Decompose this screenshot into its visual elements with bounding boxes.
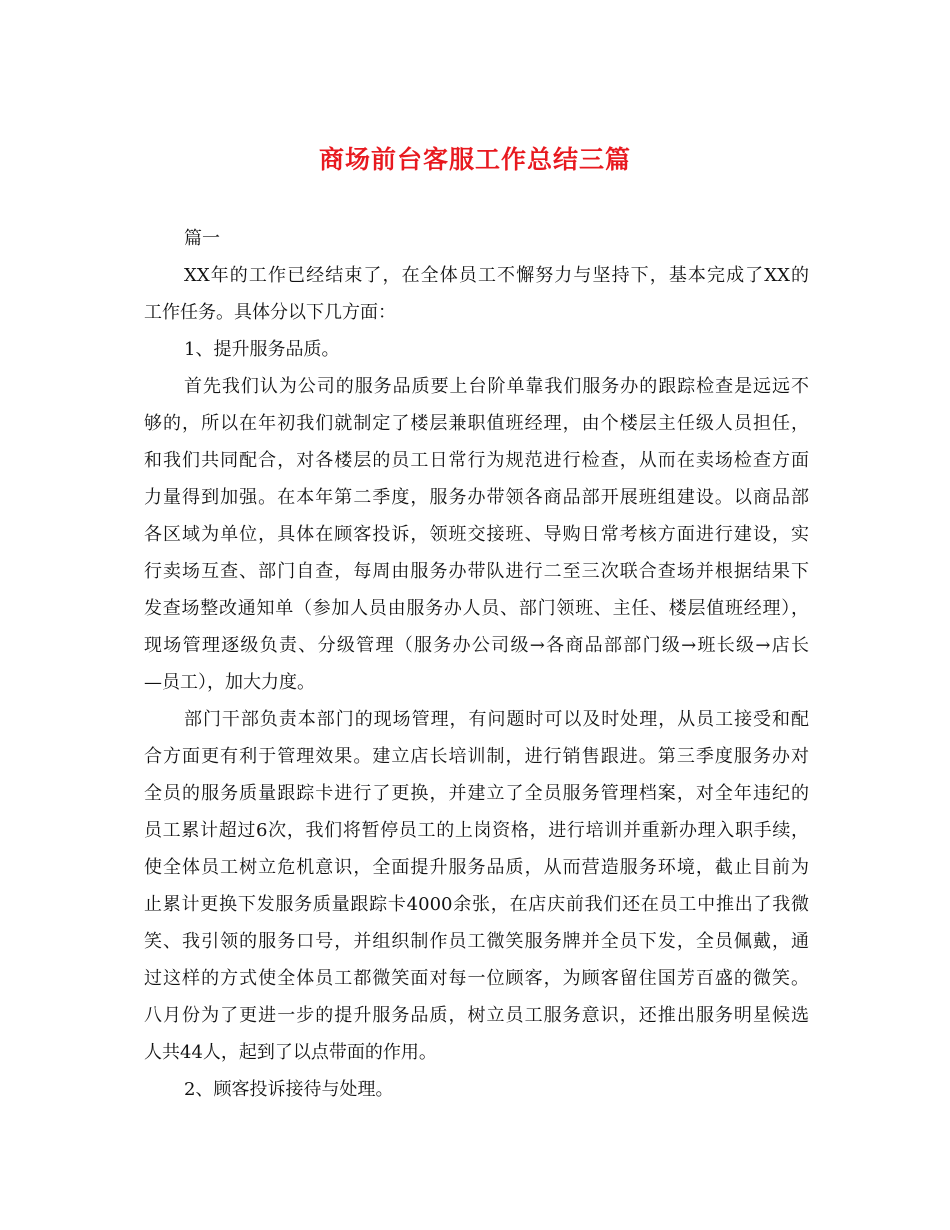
paragraph-line: 员工累计超过6次，我们将暂停员工的上岗资格，进行培训并重新办理入职手续， [144, 820, 809, 841]
paragraph-line: 过这样的方式使全体员工都微笑面对每一位顾客，为顾客留住国芳百盛的微笑。 [144, 968, 809, 989]
paragraph-line: 和我们共同配合，对各楼层的员工日常行为规范进行检查，从而在卖场检查方面 [144, 450, 809, 471]
subsection-heading: 1、提升服务品质。 [184, 339, 340, 360]
paragraph-line: 各区域为单位，具体在顾客投诉，领班交接班、导购日常考核方面进行建设，实 [144, 524, 809, 545]
paragraph-line: 部门干部负责本部门的现场管理，有问题时可以及时处理，从员工接受和配 [184, 709, 809, 730]
paragraph-line: 够的，所以在年初我们就制定了楼层兼职值班经理，由个楼层主任级人员担任， [144, 413, 809, 434]
paragraph-line: 人共44人，起到了以点带面的作用。 [144, 1042, 437, 1063]
paragraph-line: XX年的工作已经结束了，在全体员工不懈努力与坚持下，基本完成了XX的 [184, 265, 809, 286]
paragraph-line: 发查场整改通知单（参加人员由服务办人员、部门领班、主任、楼层值班经理）， [144, 598, 809, 619]
paragraph-line: 现场管理逐级负责、分级管理（服务办公司级→各商品部部门级→班长级→店长 [144, 635, 809, 656]
paragraph-line: 力量得到加强。在本年第二季度，服务办带领各商品部开展班组建设。以商品部 [144, 487, 809, 508]
paragraph-line: 首先我们认为公司的服务品质要上台阶单靠我们服务办的跟踪检查是远远不 [184, 376, 809, 397]
paragraph-line: 使全体员工树立危机意识，全面提升服务品质，从而营造服务环境，截止目前为 [144, 857, 809, 878]
paragraph-line: 止累计更换下发服务质量跟踪卡4000余张，在店庆前我们还在员工中推出了我微 [144, 894, 809, 915]
paragraph-line: 八月份为了更进一步的提升服务品质，树立员工服务意识，还推出服务明星候选 [144, 1005, 809, 1026]
paragraph-line: 笑、我引领的服务口号，并组织制作员工微笑服务牌并全员下发，全员佩戴，通 [144, 931, 809, 952]
paragraph-line: 合方面更有利于管理效果。建立店长培训制，进行销售跟进。第三季度服务办对 [144, 746, 809, 767]
document-title: 商场前台客服工作总结三篇 [318, 145, 631, 174]
subsection-heading: 2、顾客投诉接待与处理。 [184, 1079, 394, 1100]
document-body [144, 220, 809, 1108]
paragraph-line: —员工），加大力度。 [144, 672, 315, 693]
paragraph-line: 全员的服务质量跟踪卡进行了更换，并建立了全员服务管理档案，对全年违纪的 [144, 783, 809, 804]
paragraph-line: 行卖场互查、部门自查，每周由服务办带队进行二至三次联合查场并根据结果下 [144, 561, 809, 582]
paragraph-line: 工作任务。具体分以下几方面： [144, 302, 396, 323]
section-heading: 篇一 [184, 228, 220, 249]
